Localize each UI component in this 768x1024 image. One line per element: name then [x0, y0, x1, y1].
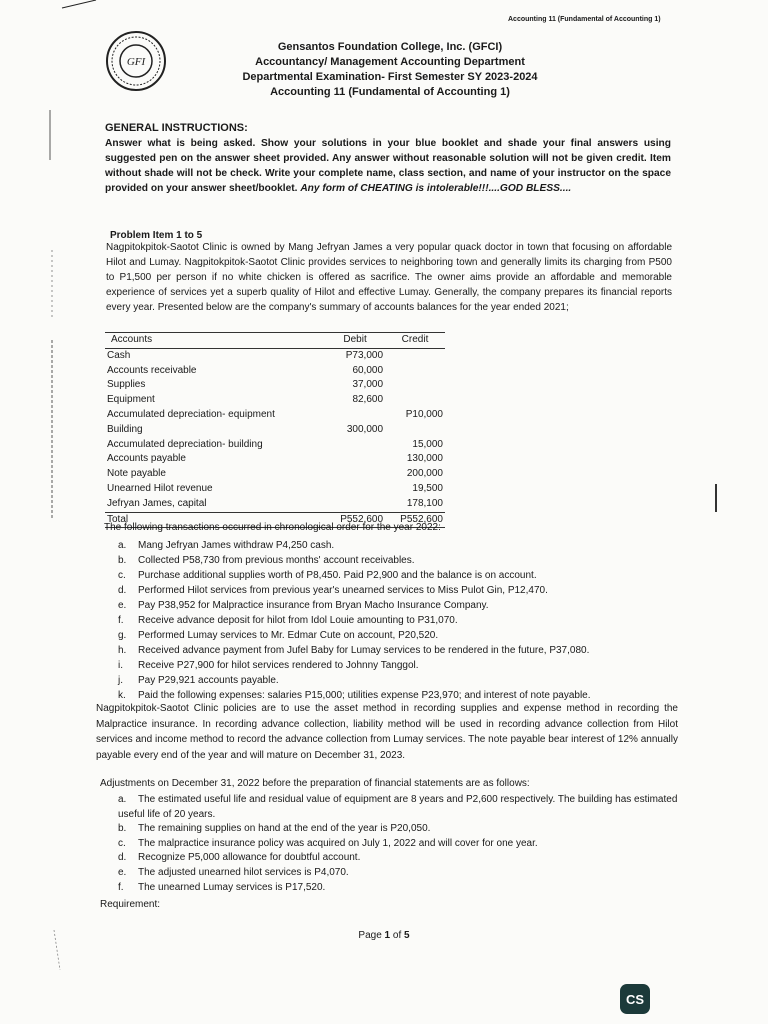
table-row [105, 378, 445, 393]
adjustment-item [118, 851, 678, 866]
adjustments-list [118, 793, 678, 895]
debit-value: 300,000 [346, 423, 384, 435]
debit-value: 60,000 [352, 364, 384, 376]
adjustment-item-text: The estimated useful life and residual value of equipment are 8 years and P2,600 respectively. The building has estimated useful life of 20 years. [118, 794, 678, 820]
adjustments-intro: Adjustments on December 31, 2022 before the preparation of financial statements are as follows: [100, 778, 530, 789]
adjustment-item-letter: a. [118, 794, 127, 805]
account-name: Building [107, 423, 143, 435]
problem-title: Problem Item 1 to 5 [110, 230, 203, 241]
adjustment-item-text: The unearned Lumay services is P17,520. [138, 881, 326, 893]
debit-value [325, 482, 385, 497]
account-name: Note payable [107, 468, 166, 480]
camscanner-logo-icon [620, 984, 650, 1014]
credit-value [385, 348, 445, 363]
cs-lettering: CS [625, 992, 645, 1007]
debit-value [325, 497, 385, 512]
account-name: Accounts payable [107, 453, 186, 465]
table-row [105, 497, 445, 512]
transaction-item-letter: i. [118, 660, 123, 671]
transaction-item-letter: j. [118, 675, 123, 686]
account-name: Accounts receivable [107, 364, 197, 376]
debit-value: 37,000 [352, 379, 384, 391]
credit-value: P10,000 [405, 408, 443, 420]
debit-value [325, 438, 385, 453]
table-row [105, 423, 445, 438]
credit-value: 200,000 [406, 468, 443, 480]
school-name: Gensantos Foundation College, Inc. (GFCI) [277, 41, 503, 53]
table-row [105, 467, 445, 482]
transaction-item-text: Paid the following expenses: salaries P15,000; utilities expense P23,970; and interest of note payable. [138, 690, 591, 701]
transaction-item-text: Receive P27,900 for hilot services rendered to Johnny Tanggol. [138, 660, 419, 671]
transaction-item-text: Performed Hilot services from previous year's unearned services to Miss Pulot Gin, P12,470. [138, 585, 548, 596]
account-name: Supplies [107, 379, 146, 391]
transaction-item-letter: g. [118, 630, 127, 641]
debit-value [325, 452, 385, 467]
debit-value [325, 408, 385, 423]
transaction-item-text: Receive advance deposit for hilot from Idol Louie amounting to P31,070. [138, 615, 458, 626]
adjustment-item-text: The adjusted unearned hilot services is P4,070. [138, 866, 349, 878]
table-row [105, 452, 445, 467]
credit-value: 19,500 [412, 482, 443, 494]
adjustment-item [118, 822, 678, 837]
transaction-item-text: Received advance payment from Jufel Baby for Lumay services to be rendered in the future, P37,080. [138, 645, 590, 656]
table-row [105, 348, 445, 363]
instructions-emphasis: Any form of CHEATING is intolerable!!!....GOD BLESS.... [300, 183, 572, 194]
debit-value [325, 467, 385, 482]
account-balances-table [105, 332, 445, 528]
adjustment-item [118, 866, 678, 881]
adjustment-item-letter: d. [118, 852, 127, 864]
course-header: Accounting 11 (Fundamental of Accounting 1) [508, 16, 661, 23]
seal-lettering: GFI [126, 56, 146, 68]
instructions-title: GENERAL INSTRUCTIONS: [105, 122, 248, 134]
course-title: Accounting 11 (Fundamental of Accounting 1) [270, 86, 510, 98]
transaction-item [118, 673, 678, 688]
col-accounts: Accounts [105, 333, 325, 349]
school-heading [190, 40, 590, 100]
account-name: Accumulated depreciation- equipment [107, 408, 275, 420]
requirement-label: Requirement: [100, 899, 161, 910]
col-debit: Debit [325, 333, 385, 349]
problem-body: Nagpitokpitok-Saotot Clinic is owned by Mang Jefryan James a very popular quack doctor in town that focusing on affordable Hilot and Lumay. Nagpitokpitok-Saotot Clinic provides services to neighboring town and generally limits its charging from P500 to P1,500 per person if no white chicken is offered as sacrifice. The owner aims provide an affordable and memorable experience of services yet a superb quality of Hilot and effective Lumay. Generally, the company prepares its financial reports every year. Presented below are the company's summary of accounts balances for the year ended 2021; [106, 242, 672, 313]
transaction-item [118, 628, 678, 643]
transaction-item-text: Purchase additional supplies worth of P8,450. Paid P2,900 and the balance is on account. [138, 570, 537, 581]
table-body [105, 348, 445, 528]
adjustment-item-letter: e. [118, 866, 127, 878]
transaction-item-text: Collected P58,730 from previous months' account receivables. [138, 555, 415, 566]
account-name: Equipment [107, 394, 155, 406]
credit-value [385, 393, 445, 408]
adjustment-item [118, 881, 678, 896]
transactions-list [118, 538, 678, 703]
transaction-item-letter: f. [118, 615, 124, 626]
total-debit: P552,600 [325, 512, 385, 528]
transaction-item-letter: a. [118, 540, 127, 551]
col-credit: Credit [385, 333, 445, 349]
transaction-item-text: Pay P38,952 for Malpractice insurance from Bryan Macho Insurance Company. [138, 600, 489, 611]
transaction-item-text: Pay P29,921 accounts payable. [138, 675, 279, 686]
credit-value [385, 364, 445, 379]
transaction-item [118, 598, 678, 613]
adjustment-item-letter: b. [118, 823, 127, 835]
department: Accountancy/ Management Accounting Department [255, 56, 525, 68]
debit-value: 82,600 [352, 394, 384, 406]
transaction-item-letter: d. [118, 585, 127, 596]
transaction-item-text: Performed Lumay services to Mr. Edmar Cute on account, P20,520. [138, 630, 439, 641]
account-name: Unearned Hilot revenue [107, 482, 213, 494]
page-number: Page 1 of 5 [358, 930, 410, 941]
transaction-item [118, 658, 678, 673]
adjustment-item [118, 837, 678, 852]
credit-value: 178,100 [406, 497, 443, 509]
transaction-item-text: Mang Jefryan James withdraw P4,250 cash. [138, 540, 335, 551]
account-name: Cash [107, 349, 131, 361]
adjustment-item-text: The remaining supplies on hand at the end of the year is P20,050. [138, 823, 431, 835]
adjustment-item-letter: c. [118, 837, 126, 849]
transaction-item-letter: k. [118, 690, 126, 701]
instructions-body [105, 136, 671, 196]
table-row [105, 408, 445, 423]
transaction-item [118, 613, 678, 628]
table-row [105, 438, 445, 453]
transaction-item-letter: e. [118, 600, 127, 611]
credit-value: 130,000 [406, 453, 443, 465]
table-header-row [105, 333, 445, 349]
credit-value: 15,000 [412, 438, 443, 450]
exam-title: Departmental Examination- First Semester SY 2023-2024 [242, 71, 538, 83]
adjustment-item-letter: f. [118, 881, 124, 893]
transaction-item-letter: h. [118, 645, 127, 656]
transaction-item-letter: b. [118, 555, 127, 566]
table-row [105, 393, 445, 408]
transaction-item [118, 643, 678, 658]
credit-value [385, 378, 445, 393]
credit-value [385, 423, 445, 438]
instructions-text: Answer what is being asked. Show your solutions in your blue booklet and shade your final answers using suggested pen on the answer sheet provided. Any answer without reasonable solution will not be given credit. Item without shade will not be check. Write your complete name, class section, and name of your instructor on the space provided on your answer sheet/booklet. [105, 138, 671, 194]
adjustment-item [118, 793, 678, 822]
table-row [105, 364, 445, 379]
transaction-item-letter: c. [118, 570, 126, 581]
school-seal-icon [105, 30, 167, 92]
account-name: Accumulated depreciation- building [107, 438, 263, 450]
transaction-item [118, 568, 678, 583]
transactions-intro: The following transactions occurred in chronological order for the year 2022: [104, 522, 441, 533]
transaction-item [118, 583, 678, 598]
clinic-policy: Nagpitokpitok-Saotot Clinic policies are to use the asset method in recording supplies and expense method in recording the Malpractice insurance. In recording advance collection, liability method will be used in recording advance collection from Hilot services and income method to record the advance collection from Lumay services. The note payable bear interest of 12% annually payable every end of the year and will mature on December 31, 2023. [96, 703, 678, 761]
table-row [105, 482, 445, 497]
adjustment-item-text: The malpractice insurance policy was acquired on July 1, 2022 and will cover for one year. [138, 837, 538, 849]
adjustment-item-text: Recognize P5,000 allowance for doubtful account. [138, 852, 361, 864]
total-credit: P552,600 [385, 512, 445, 528]
account-name: Jefryan James, capital [107, 497, 207, 509]
total-label: Total [105, 512, 325, 528]
transaction-item [118, 538, 678, 553]
debit-value: P73,000 [345, 349, 384, 361]
transaction-item [118, 553, 678, 568]
